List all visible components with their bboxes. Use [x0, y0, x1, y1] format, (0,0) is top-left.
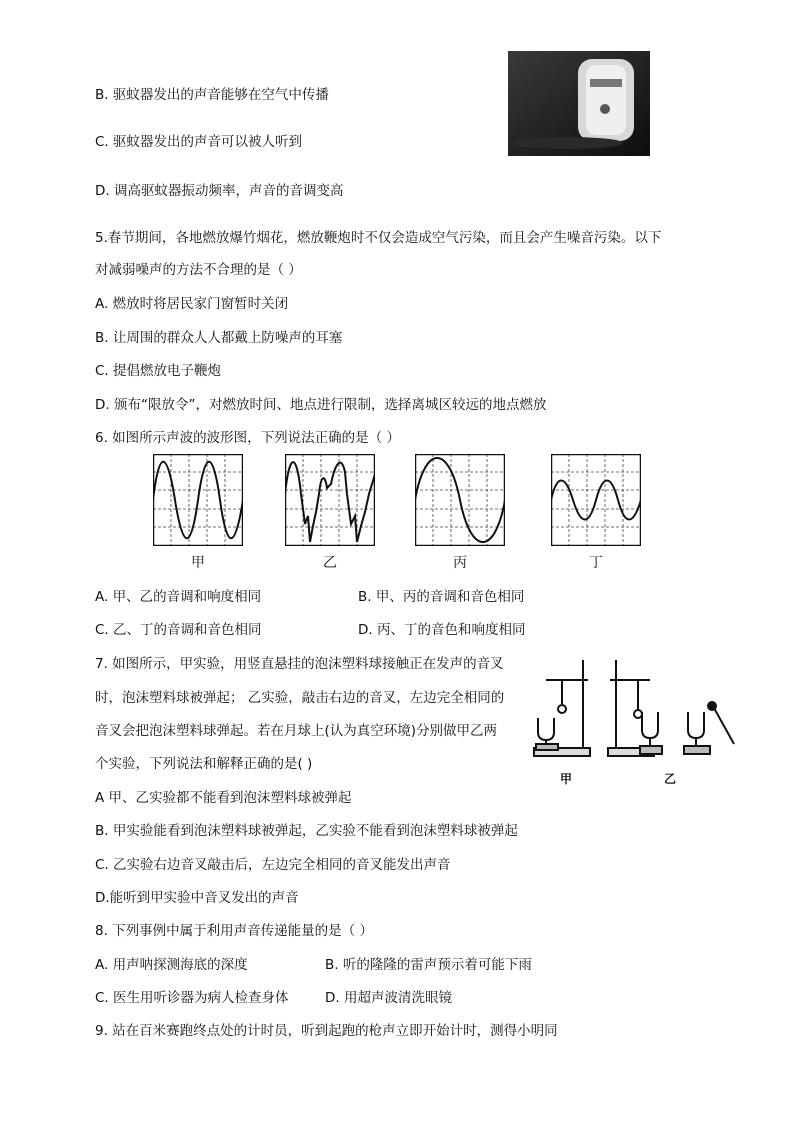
q7-stem-line2: 时，泡沫塑料球被弹起； 乙实验，敲击右边的音叉，左边完全相同的	[95, 690, 505, 706]
q5-option-a: A. 燃放时将居民家门窗暂时关闭	[95, 296, 289, 312]
q7-stem-line3: 音叉会把泡沫塑料球弹起。若在月球上(认为真空环境)分别做甲乙两	[95, 723, 498, 739]
q6-option-b: B. 甲、丙的音调和音色相同	[358, 589, 525, 605]
q6-option-c: C. 乙、丁的音调和音色相同	[95, 622, 262, 638]
mosquito-repeller-photo	[508, 51, 650, 156]
q6-option-d: D. 丙、丁的音色和响度相同	[358, 622, 526, 638]
q5-stem-line2: 对减弱噪声的方法不合理的是（ ）	[95, 262, 302, 278]
figure-label-yi: 乙	[664, 772, 677, 786]
q8-option-b: B. 听的隆隆的雷声预示着可能下雨	[325, 957, 532, 973]
q7-option-d: D.能听到甲实验中音叉发出的声音	[95, 890, 299, 906]
q7-option-c: C. 乙实验右边音叉敲击后，左边完全相同的音叉能发出声音	[95, 857, 451, 873]
q8-option-a: A. 用声呐探测海底的深度	[95, 957, 248, 973]
q6-option-a: A. 甲、乙的音调和响度相同	[95, 589, 262, 605]
q5-option-d: D. 颁布“限放令”，对燃放时间、地点进行限制，选择离城区较远的地点燃放	[95, 397, 547, 413]
q5-option-b: B. 让周围的群众人人都戴上防噪声的耳塞	[95, 330, 343, 346]
q7-option-a: A 甲、乙实验都不能看到泡沫塑料球被弹起	[95, 790, 352, 806]
q5-stem-line1: 5.春节期间，各地燃放爆竹烟花，燃放鞭炮时不仅会造成空气污染，而且会产生噪音污染。以下	[95, 230, 662, 246]
waveform-label-bing: 丙	[453, 555, 467, 571]
q8-option-c: C. 医生用听诊器为病人检查身体	[95, 990, 289, 1006]
waveform-label-yi: 乙	[323, 555, 337, 571]
waveform-yi	[285, 454, 375, 550]
waveform-label-jia: 甲	[191, 555, 205, 571]
figure-label-jia: 甲	[560, 772, 573, 786]
q7-stem-line1: 7. 如图所示，甲实验，用竖直悬挂的泡沫塑料球接触正在发声的音叉	[95, 656, 504, 672]
q4-option-b: B. 驱蚊器发出的声音能够在空气中传播	[95, 87, 329, 103]
q9-stem-line1: 9. 站在百米赛跑终点处的计时员，听到起跑的枪声立即开始计时，测得小明同	[95, 1023, 558, 1039]
waveform-label-ding: 丁	[589, 555, 603, 571]
q7-stem-line4: 个实验，下列说法和解释正确的是( )	[95, 756, 313, 772]
tuning-fork-experiment-figure	[528, 652, 744, 788]
q4-option-c: C. 驱蚊器发出的声音可以被人听到	[95, 134, 303, 150]
q5-option-c: C. 提倡燃放电子鞭炮	[95, 363, 222, 379]
q8-option-d: D. 用超声波清洗眼镜	[325, 990, 452, 1006]
waveform-ding	[551, 454, 641, 550]
waveform-jia	[153, 454, 243, 550]
waveform-bing	[415, 454, 505, 550]
q7-option-b: B. 甲实验能看到泡沫塑料球被弹起，乙实验不能看到泡沫塑料球被弹起	[95, 823, 518, 839]
q8-stem: 8. 下列事例中属于利用声音传递能量的是（ ）	[95, 923, 373, 939]
q4-option-d: D. 调高驱蚊器振动频率，声音的音调变高	[95, 183, 344, 199]
q6-stem: 6. 如图所示声波的波形图，下列说法正确的是（ ）	[95, 430, 400, 446]
